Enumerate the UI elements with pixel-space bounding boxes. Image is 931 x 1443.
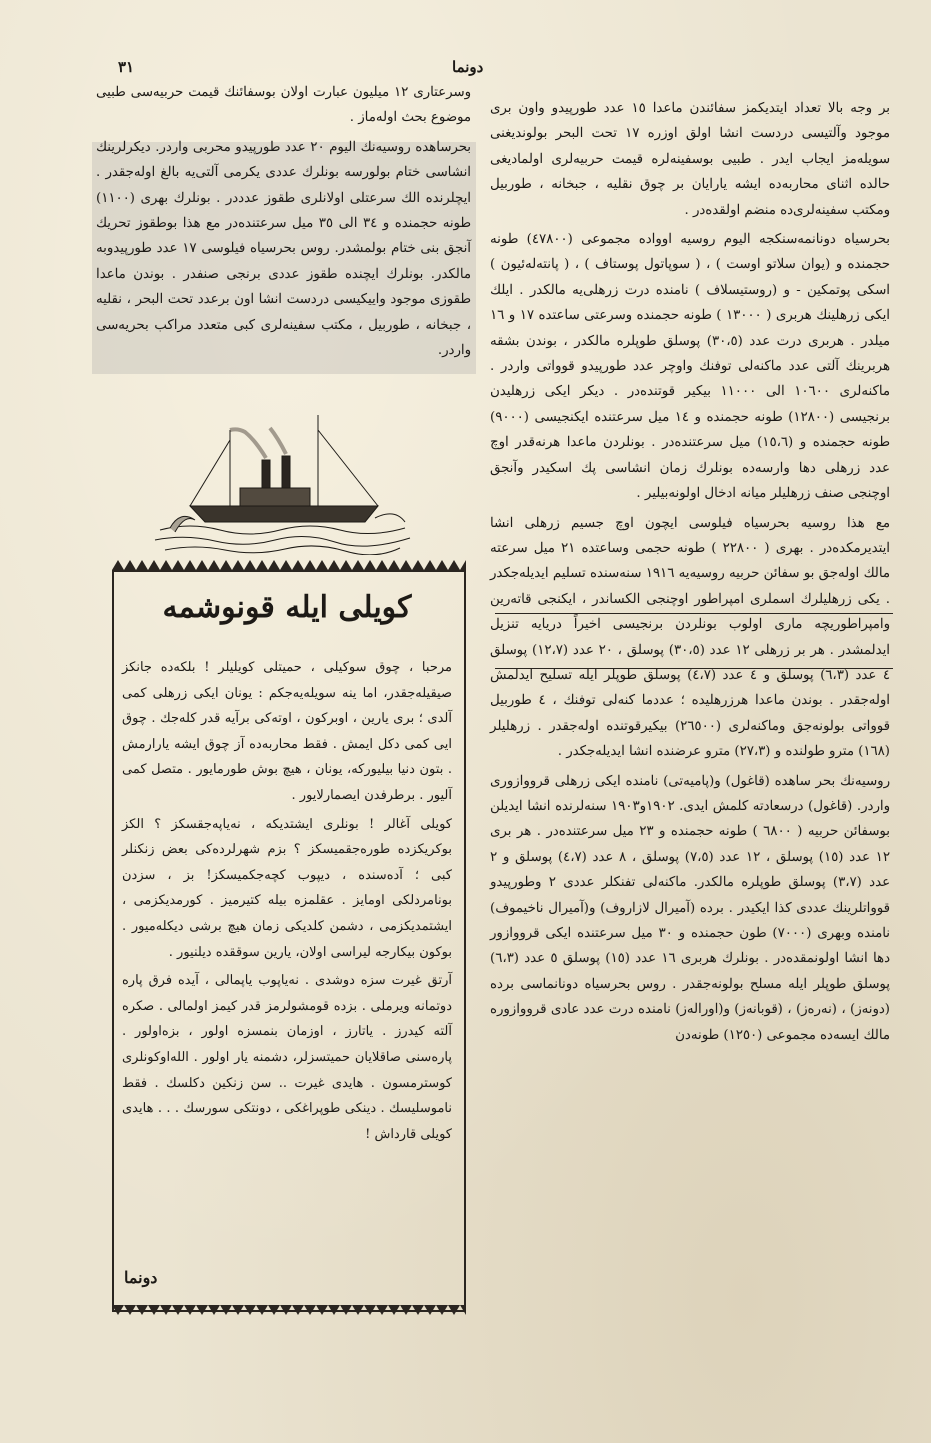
divider-line (495, 613, 893, 614)
left-column-text (96, 80, 471, 367)
right-paragraph: مع هذا روسیه بحرسیاه فیلوسی ایچون اوچ جسیم زرهلی انشا ایتدیرمكده‌در . بهری ( ٢٢٨٠٠ ) طونه حجمی وساعتده ٢١ میل سرعته مالك اوله‌جق بو سفائن حربیه روسیه‌یه ١٩١٦ سنه‌سنده تسلیم ایدیله‌جكدر . یكی زرهلیلرك اسملری امپراطور اوچنجی الكساندر ، ایكنجی قاته‌رین وامپراطوریچه ماری اولوب بونلردن برنجیسی اخیراً دریایه تنزیل ایدلمشدر . هر بر زرهلی ١٢ عدد (٣٠،٥) پوسلق ، ٢٠ عدد (١٢،٧) پوسلق ٤ عدد (٦،٣) پوسلق و ٤ عدد (٤،٧) پوسلق طوپلر ایله تسلیح ایدلمش اوله‌جقدر . بوندن ماعدا هرزرهلیده ؛ عددما كنه‌لی توفنك ، ٤ طوربیل قوواتی بولونه‌جق وماكنه‌لری (٢٦٥٠٠) بیكیرقوتنده اوله‌جقدر . زرهلیلر (١٦٨) مترو طولنده و (٢٧،٣) مترو عرضنده انشا ایدیله‌جكدر . (490, 515, 890, 760)
poem-signature: دونما (124, 1268, 158, 1287)
poem-stanza: آرتق غیرت سزه دوشدی . نه‌یاپوب یاپمالی ، آیده فرق پاره دوتمانه ویرملی . بزده قومشولرمز قدر كیمز اولمالی . صكره آلته كیدرز . یاتارز ، اوزمان بنمسزه اولور ، بزه‌اولور . پاره‌سنی صاقلایان حمیتسزلر، دشمنه یار اولور . الله‌اوكونلری كوسترمسون . هایدی غیرت .. سن زنكین دكلسك . فقط ناموسلیسك . دینكی طوپراغكی ، دونتكی سورسك . . . هایدی كویلی قارداش ! (122, 973, 452, 1142)
divider-line (495, 668, 893, 669)
right-paragraph: بر وجه بالا تعداد ایتدیكمز سفائندن ماعدا ١٥ عدد طورپیدو واون بری موجود وآلتیسی دردست انشا اولق اوزره ١٧ تحت البحر بولوندیغنی سویلەمز ایجاب ایدر . طبیی بوسفینەلره قیمت حربیه‌لری اولمادیغی حالده اثنای محاربه‌ده ایشه یارایان بر چوق نقلیه ، جبخانه ، طوربیل ومكتب سفینه‌لری‌ده منضم اولقده‌در . (490, 101, 890, 218)
left-paragraph: وسرعتاری ١٢ میلیون عبارت اولان بوسفائنك قیمت حربیه‌سی طبیی موضوع بحث اولەماز . (96, 85, 471, 126)
right-column-text (490, 96, 890, 1052)
decorative-border-top (112, 560, 466, 570)
page-number: ٣١ (118, 58, 135, 76)
poem-title: كویلی ایله قونوشمه (162, 590, 412, 625)
poem-body (122, 655, 452, 1150)
publication-title: دونما (452, 58, 484, 76)
right-paragraph: روسیه‌نك بحر ساهده (قاغول) و(پامیه‌تی) نامنده ایكی زرهلی قرووازوری واردر. (قاغول) درسعادته كلمش ایدی. ١٩٠٢و١٩٠٣ سنه‌لرنده انشا ایدیلن بوسفائن حربیه ( ٦٨٠٠ ) طونه حجمنده و ٢٣ میل سرعتنده‌در . هر بری ١٢ عدد (١٥) پوسلق ، ١٢ عدد (٧،٥) پوسلق ، ٨ عدد (٤،٧) پوسلق و ٢ عدد (٣،٧) پوسلق طوپلره مالكدر. ماكنه‌لی تفنكلر عددی ٢ وطورپیدو قوواتلرینك عددی كذا ایكیدر . برده (آمیرال لازاروف) و(آمیرال ناخیموف) نامنده وبهری (٧٠٠٠) طون حجمنده و ٣٠ میل سرعتنده ایكی قرووازور دها انشا اولونمقده‌در . بونلرك هربری ١٦ عدد (١٥) پوسلق ٥ عدد (٦،٣) پوسلق طوپلر ایله مسلح بولونه‌جقدر . روس بحرسیاه دونانماسی برده (دونه‌ز) ، (نه‌رەز) ، (قوبانه‌ز) و(اورالەز) نامنده درت عدد عادی قرووازوره مالك ایسه‌ده مجموعی (١٢٥٠) طونه‌دن (490, 773, 891, 1043)
warship-illustration (150, 410, 415, 555)
poem-stanza: مرحبا ، چوق سوكیلی ، حمیتلی كویلیلر ! بلكه‌ده جانكز صیقیله‌جقدر، اما ینه سویلەیه‌جكم : یونان ایكی زرهلی كمی آلدی ؛ بری یارین ، اوبركون ، اوته‌كی برآیه قدر كله‌جك . چوق ایی كمی دكل ایمش . فقط محاربه‌ده آز چوق ایشه یارارمش . بتون دنیا بیلیوركه، یونان ، هیچ بوش طورمایور . متصل كمی آلیور . برطرفدن ایصمارلایور . (122, 660, 452, 803)
left-paragraph: بحرساهده روسیەنك الیوم ٢٠ عدد طورپیدو محربی واردر. دیكرلرینك انشاسی ختام بولورسه بونلرك عددی یكرمی آلتی‌یه بالغ اوله‌جقدر . ایچلرنده الك سرعتلی اولانلری طقوز عدددر . بونلرك بهری (١١٠٠) طونه حجمنده و ٣٤ الی ٣٥ میل سرعتنده‌در مع هذا بوطقوز تحریك آنجق بنی ختام بولمشدر. روس بحرسیاه فیلوسی ١٧ عدد طورپیدوبه مالكدر. بونلرك ایچنده طقوز عددی برنجی صنفدر . بوندن ماعدا طقوزی موجود واییكیسی دردست انشا اون برعدد تحت البحر ، نقلیه ، جبخانه ، طوربیل ، مكتب سفینه‌لری كبی متعدد مراكب بحریه‌سی واردر. (96, 139, 472, 359)
poem-stanza: كویلی آغالر ! بونلری ایشتدیكه ، نه‌یاپه‌جقسكز ؟ الكز بوكریكزده طوره‌جقمیسكز ؟ بزم شهرلرده‌كی بعض زنكنلر كبی ؛ آدەسنده ، دیپوب كچه‌جكمیسكز! بز ، سزدن بونامردلكی اومایز . عقلمزه بیله كتیرمیز . كورمدیكزمی ، ایشتمدیكزمی ، دشمن كلدیكی زمان هیچ برشی دیكله‌میور . بوكون بیكارجه لیراسی اولان، یارین سوققده دیلنیور . (122, 816, 452, 960)
decorative-border-bottom (112, 1305, 466, 1315)
right-paragraph: بحرسیاه دونانمه‌سنكجه الیوم روسیه اوواده مجموعی (٤٧٨٠٠) طونه حجمنده و (یوان سلاتو اوست ) ، ( سوپاتول پوستاف ) ، ( پانته‌له‌ئیون ) اسكی پوتمكین - و (روستیسلاف ) نامنده درت زرهلی‌یه مالكدر . ایلك ایكی زرهلینك هربری ( ١٣٠٠٠ ) طونه حجمنده وسرعتی ساعتده ١٧ و ١٦ میلدر . هربری درت عدد (٣٠،٥) پوسلق طوپلره مالكدر ، بوندن بشقه هربرینك آلتی عدد ماكنه‌لی توفنك واوچر عدد طورپیدو قوواتی واردر . ماكنه‌لری ١٠٦٠٠ الی ١١٠٠٠ بیكیر قوتنده‌در . دیكر ایكی زرهلیدن برنجیسی (١٢٨٠٠) طونه حجمنده و ١٤ میل سرعتنده ایكنجیسی (٩٠٠٠) طونه حجمنده و (١٥،٦) میل سرعتنده‌در . بونلردن ماعدا هرنه‌قدر اوچ عدد زرهلی دها وارسه‌ده بونلرك زمان انشاسی پك اسكیدر وآنجق اوچنجی صنف زرهلیلر میانه ادخال اولونه‌بیلیر . (490, 232, 891, 502)
